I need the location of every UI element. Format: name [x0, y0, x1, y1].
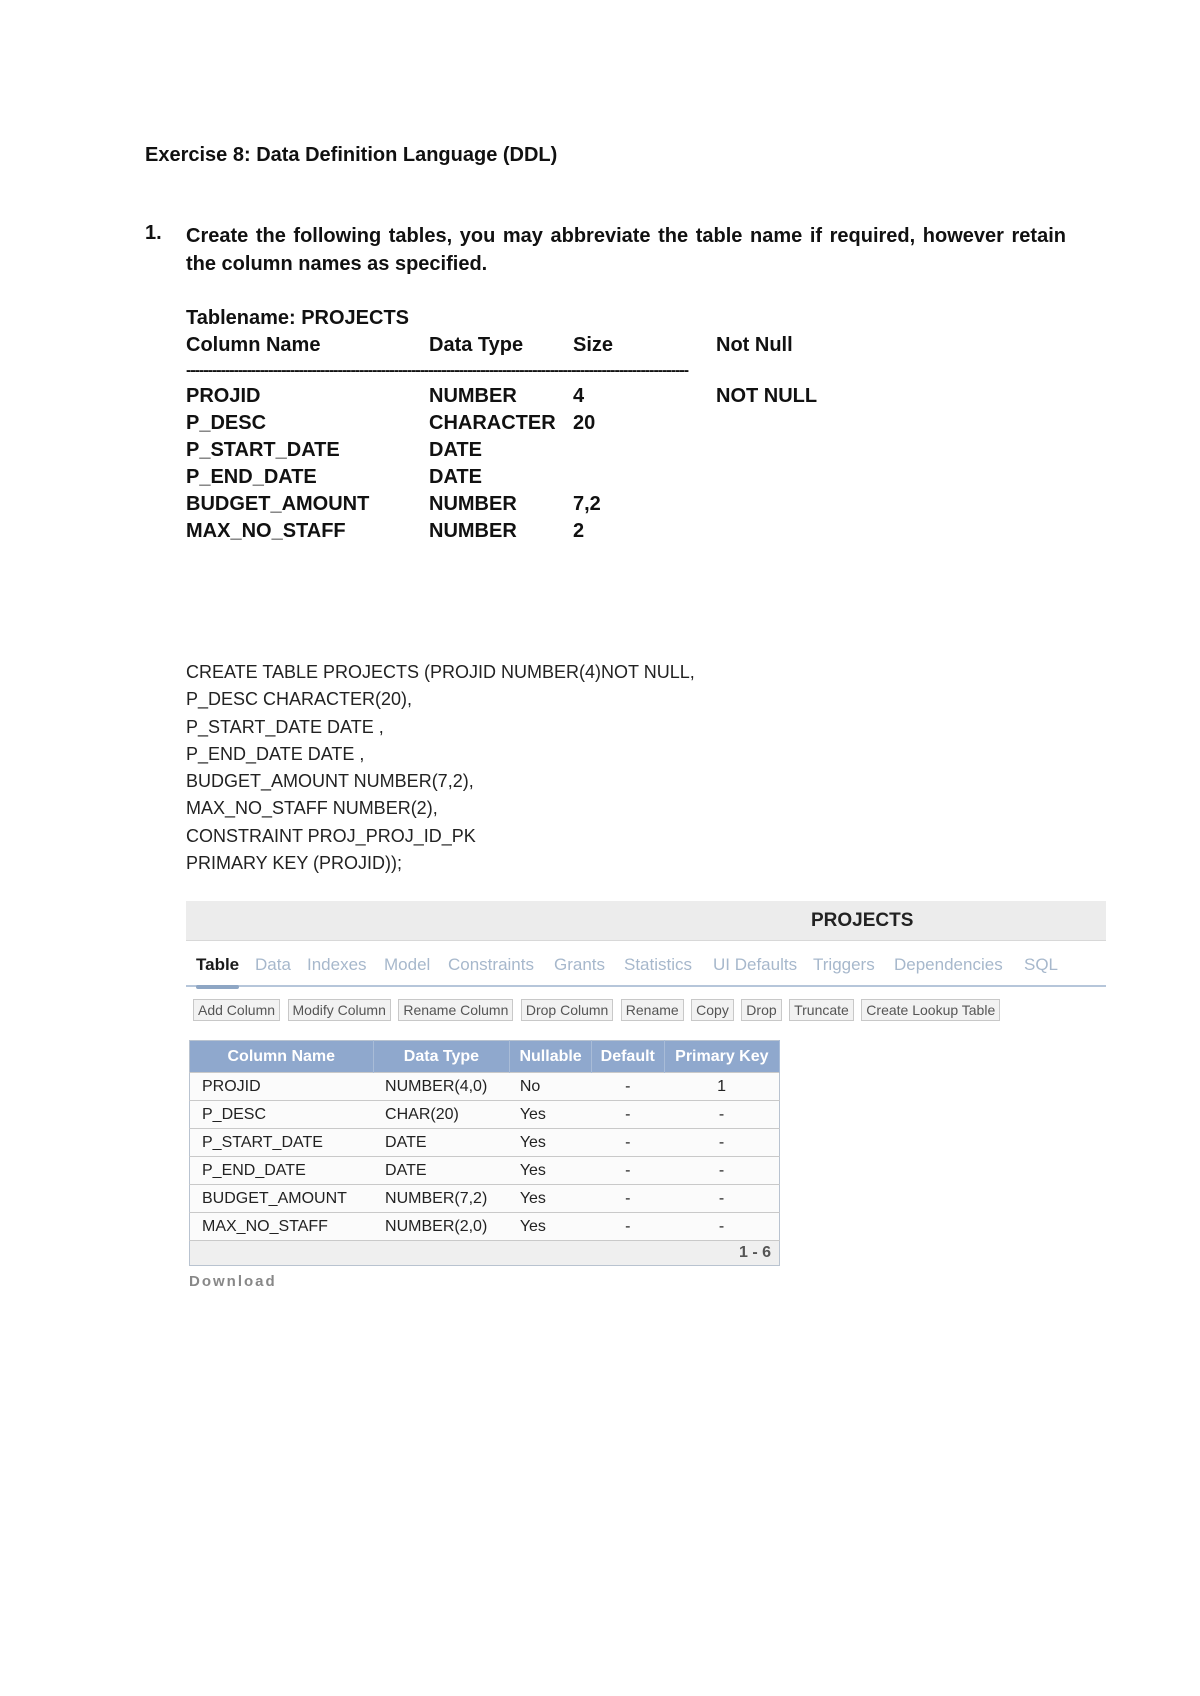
spec-cell: 20	[573, 412, 596, 434]
grid-cell-primary-key: 1	[664, 1073, 779, 1101]
spec-header-row	[186, 332, 836, 359]
grid-cell-data-type: DATE	[373, 1129, 510, 1157]
grid-cell-column-name: P_END_DATE	[190, 1157, 374, 1185]
grid-cell-nullable: Yes	[510, 1157, 592, 1185]
spec-cell: NUMBER	[429, 520, 517, 542]
sql-line: P_END_DATE DATE ,	[186, 743, 365, 764]
question-number: 1.	[145, 222, 162, 244]
spec-header-column-name: Column Name	[186, 334, 321, 356]
columns-grid	[189, 1040, 780, 1266]
tab-statistics[interactable]: Statistics	[624, 955, 693, 974]
spec-separator: --------------------------------------------------------------------------------------------------------------------	[186, 363, 689, 379]
create-lookup-table-button[interactable]: Create Lookup Table	[861, 999, 1000, 1021]
spec-row	[186, 437, 836, 464]
grid-cell-nullable: Yes	[510, 1213, 592, 1241]
table-row	[190, 1129, 780, 1157]
spec-cell: BUDGET_AMOUNT	[186, 493, 370, 515]
grid-cell-default: -	[591, 1101, 664, 1129]
download-link[interactable]: Download	[189, 1273, 277, 1290]
spec-cell: P_END_DATE	[186, 466, 317, 488]
grid-cell-column-name: P_START_DATE	[190, 1129, 374, 1157]
grid-cell-column-name: MAX_NO_STAFF	[190, 1213, 374, 1241]
spec-cell	[716, 464, 836, 491]
drop-column-button[interactable]: Drop Column	[521, 999, 613, 1021]
grid-cell-nullable: No	[510, 1073, 592, 1101]
grid-cell-default: -	[591, 1157, 664, 1185]
tab-sql[interactable]: SQL	[1024, 955, 1059, 974]
spec-row	[186, 491, 836, 518]
tab-triggers[interactable]: Triggers	[813, 955, 875, 974]
drop-button[interactable]: Drop	[741, 999, 781, 1021]
tab-model[interactable]: Model	[384, 955, 431, 974]
apex-button-bar	[193, 999, 1003, 1021]
spec-cell	[716, 437, 836, 464]
sql-line: CREATE TABLE PROJECTS (PROJID NUMBER(4)NOT NULL,	[186, 662, 695, 682]
tab-grants[interactable]: Grants	[554, 955, 606, 974]
copy-button[interactable]: Copy	[691, 999, 734, 1021]
table-row	[190, 1101, 780, 1129]
spec-cell: NUMBER	[429, 385, 517, 407]
spec-cell: MAX_NO_STAFF	[186, 520, 346, 542]
grid-cell-primary-key: -	[664, 1157, 779, 1185]
sql-line: CONSTRAINT PROJ_PROJ_ID_PK	[186, 825, 476, 846]
rename-column-button[interactable]: Rename Column	[398, 999, 513, 1021]
spec-cell: DATE	[429, 439, 482, 461]
rename-button[interactable]: Rename	[621, 999, 684, 1021]
grid-cell-default: -	[591, 1185, 664, 1213]
apex-tab-bar	[186, 941, 1106, 987]
grid-header-data-type[interactable]: Data Type	[373, 1041, 510, 1073]
spec-cell: CHARACTER	[429, 412, 556, 434]
exercise-title: Exercise 8: Data Definition Language (DDL)	[145, 144, 558, 166]
grid-cell-default: -	[591, 1213, 664, 1241]
spec-cell	[716, 491, 836, 518]
question-text: Create the following tables, you may abbreviate the table name if required, however retain the column names as specified.	[186, 225, 1066, 275]
tab-constraints[interactable]: Constraints	[448, 955, 534, 974]
spec-table-name: Tablename: PROJECTS	[186, 307, 410, 329]
spec-cell: DATE	[429, 466, 482, 488]
grid-cell-primary-key: -	[664, 1213, 779, 1241]
grid-cell-default: -	[591, 1129, 664, 1157]
spec-header-size: Size	[573, 334, 614, 356]
apex-header-bar	[186, 901, 1106, 941]
grid-cell-data-type: DATE	[373, 1157, 510, 1185]
grid-cell-nullable: Yes	[510, 1101, 592, 1129]
sql-code-block	[186, 659, 695, 877]
tab-data[interactable]: Data	[255, 955, 291, 974]
grid-header-nullable[interactable]: Nullable	[510, 1041, 592, 1073]
spec-cell: NUMBER	[429, 493, 517, 515]
grid-header-default[interactable]: Default	[591, 1041, 664, 1073]
grid-cell-data-type: NUMBER(2,0)	[373, 1213, 510, 1241]
table-row	[190, 1157, 780, 1185]
spec-cell	[716, 410, 836, 437]
grid-cell-nullable: Yes	[510, 1129, 592, 1157]
grid-cell-data-type: NUMBER(7,2)	[373, 1185, 510, 1213]
grid-header-column-name[interactable]: Column Name	[190, 1041, 374, 1073]
spec-cell: NOT NULL	[716, 385, 818, 407]
grid-footer-row	[190, 1241, 780, 1266]
truncate-button[interactable]: Truncate	[789, 999, 854, 1021]
add-column-button[interactable]: Add Column	[193, 999, 280, 1021]
tab-ui-defaults[interactable]: UI Defaults	[713, 955, 798, 974]
sql-line: P_DESC CHARACTER(20),	[186, 689, 413, 710]
pagination-label: 1 - 6	[190, 1241, 780, 1266]
apex-table-title: PROJECTS	[811, 910, 914, 931]
modify-column-button[interactable]: Modify Column	[288, 999, 391, 1021]
spec-row	[186, 383, 836, 410]
spec-header-data-type: Data Type	[429, 334, 524, 356]
spec-cell	[573, 464, 716, 491]
grid-cell-data-type: CHAR(20)	[373, 1101, 510, 1129]
spec-row	[186, 518, 836, 545]
grid-cell-column-name: BUDGET_AMOUNT	[190, 1185, 374, 1213]
table-row	[190, 1185, 780, 1213]
grid-cell-primary-key: -	[664, 1185, 779, 1213]
sql-line: MAX_NO_STAFF NUMBER(2),	[186, 798, 438, 819]
spec-cell: P_DESC	[186, 412, 267, 434]
table-row	[190, 1073, 780, 1101]
spec-cell: 2	[573, 520, 585, 542]
sql-line: BUDGET_AMOUNT NUMBER(7,2),	[186, 771, 474, 792]
spec-row	[186, 464, 836, 491]
grid-header-primary-key[interactable]: Primary Key	[664, 1041, 779, 1073]
tab-indexes[interactable]: Indexes	[307, 955, 367, 974]
spec-cell: 7,2	[573, 493, 601, 515]
grid-cell-primary-key: -	[664, 1129, 779, 1157]
grid-cell-column-name: P_DESC	[190, 1101, 374, 1129]
tab-dependencies[interactable]: Dependencies	[894, 955, 1003, 974]
spec-header-not-null: Not Null	[716, 334, 793, 356]
grid-cell-column-name: PROJID	[190, 1073, 374, 1101]
spec-row	[186, 410, 836, 437]
spec-cell: P_START_DATE	[186, 439, 340, 461]
spec-cell: 4	[573, 385, 585, 407]
grid-header-row	[190, 1041, 780, 1073]
apex-object-browser	[186, 901, 1106, 1290]
spec-separator-row	[186, 359, 836, 383]
sql-line: PRIMARY KEY (PROJID));	[186, 853, 403, 874]
spec-table	[186, 332, 836, 545]
spec-cell	[716, 518, 836, 545]
grid-cell-default: -	[591, 1073, 664, 1101]
grid-cell-data-type: NUMBER(4,0)	[373, 1073, 510, 1101]
grid-cell-nullable: Yes	[510, 1185, 592, 1213]
tab-table[interactable]: Table	[196, 955, 240, 974]
table-spec	[186, 305, 836, 545]
spec-cell: PROJID	[186, 385, 261, 407]
spec-cell	[573, 437, 716, 464]
sql-line: P_START_DATE DATE ,	[186, 716, 384, 737]
table-row	[190, 1213, 780, 1241]
grid-cell-primary-key: -	[664, 1101, 779, 1129]
